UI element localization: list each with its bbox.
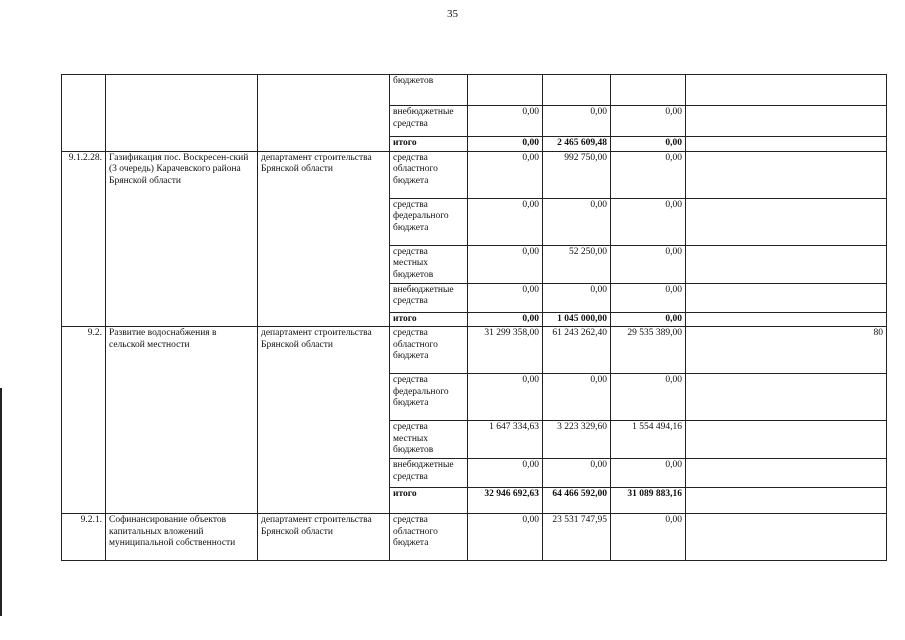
- funding-source: внебюджетные средства: [390, 283, 468, 312]
- value-2: 3 223 329,60: [543, 421, 611, 459]
- value-3: 0,00: [611, 459, 686, 488]
- value-last: [686, 283, 887, 312]
- value-3: 0,00: [611, 283, 686, 312]
- value-3: 29 535 389,00: [611, 327, 686, 374]
- value-2: 1 045 000,00: [543, 312, 611, 327]
- funding-source: средства областного бюджета: [390, 514, 468, 561]
- value-3: 0,00: [611, 106, 686, 137]
- value-2: 0,00: [543, 106, 611, 137]
- item-executor: департамент строительства Брянской области: [258, 514, 390, 561]
- value-3: 0,00: [611, 514, 686, 561]
- value-1: 0,00: [468, 198, 543, 245]
- value-2: 0,00: [543, 374, 611, 421]
- funding-source: средства федерального бюджета: [390, 198, 468, 245]
- value-2: 0,00: [543, 459, 611, 488]
- funding-source: средства областного бюджета: [390, 327, 468, 374]
- value-1: 0,00: [468, 245, 543, 283]
- item-number: 9.1.2.28.: [62, 151, 106, 327]
- item-executor: [258, 75, 390, 152]
- funding-source: средства местных бюджетов: [390, 421, 468, 459]
- funding-source: внебюджетные средства: [390, 106, 468, 137]
- value-2: 61 243 262,40: [543, 327, 611, 374]
- value-last: [686, 312, 887, 327]
- value-2: 992 750,00: [543, 151, 611, 198]
- value-last: 80: [686, 327, 887, 374]
- value-last: [686, 514, 887, 561]
- value-3: 0,00: [611, 198, 686, 245]
- value-1: 1 647 334,63: [468, 421, 543, 459]
- value-3: [611, 75, 686, 106]
- value-last: [686, 459, 887, 488]
- value-last: [686, 75, 887, 106]
- item-name: Софинансирование объектов капитальных вложений муниципальной собственности: [106, 514, 258, 561]
- value-1: 31 299 358,00: [468, 327, 543, 374]
- value-2: 52 250,00: [543, 245, 611, 283]
- item-number: [62, 75, 106, 152]
- item-executor: департамент строительства Брянской области: [258, 151, 390, 327]
- value-3: 0,00: [611, 151, 686, 198]
- value-2: 0,00: [543, 283, 611, 312]
- table-row: [62, 514, 887, 561]
- value-2: 23 531 747,95: [543, 514, 611, 561]
- value-3: 0,00: [611, 245, 686, 283]
- funding-source: средства федерального бюджета: [390, 374, 468, 421]
- funding-source: итого: [390, 312, 468, 327]
- item-name: [106, 75, 258, 152]
- scan-edge-line: [0, 388, 2, 616]
- value-last: [686, 488, 887, 514]
- value-1: 0,00: [468, 283, 543, 312]
- value-3: 0,00: [611, 312, 686, 327]
- value-last: [686, 106, 887, 137]
- value-2: [543, 75, 611, 106]
- value-1: 32 946 692,63: [468, 488, 543, 514]
- value-last: [686, 421, 887, 459]
- value-1: 0,00: [468, 151, 543, 198]
- table-row: [62, 75, 887, 106]
- funding-source: итого: [390, 137, 468, 152]
- value-3: 31 089 883,16: [611, 488, 686, 514]
- value-3: 0,00: [611, 137, 686, 152]
- value-last: [686, 374, 887, 421]
- item-executor: департамент строительства Брянской области: [258, 327, 390, 514]
- value-2: 0,00: [543, 198, 611, 245]
- value-1: 0,00: [468, 106, 543, 137]
- item-name: Газификация пос. Воскресен-ский (3 очередь) Карачевского района Брянской области: [106, 151, 258, 327]
- page-number: 35: [447, 8, 458, 20]
- value-1: 0,00: [468, 514, 543, 561]
- value-2: 64 466 592,00: [543, 488, 611, 514]
- value-2: 2 465 609,48: [543, 137, 611, 152]
- value-1: 0,00: [468, 312, 543, 327]
- value-3: 0,00: [611, 374, 686, 421]
- value-last: [686, 245, 887, 283]
- budget-table: [61, 74, 887, 561]
- value-1: 0,00: [468, 137, 543, 152]
- value-1: 0,00: [468, 374, 543, 421]
- funding-source: внебюджетные средства: [390, 459, 468, 488]
- funding-source: средства областного бюджета: [390, 151, 468, 198]
- value-last: [686, 137, 887, 152]
- value-3: 1 554 494,16: [611, 421, 686, 459]
- item-number: 9.2.: [62, 327, 106, 514]
- funding-source: бюджетов: [390, 75, 468, 106]
- value-last: [686, 198, 887, 245]
- value-1: 0,00: [468, 459, 543, 488]
- table-row: [62, 327, 887, 374]
- value-last: [686, 151, 887, 198]
- item-number: 9.2.1.: [62, 514, 106, 561]
- table-row: [62, 151, 887, 198]
- item-name: Развитие водоснабжения в сельской местности: [106, 327, 258, 514]
- funding-source: итого: [390, 488, 468, 514]
- funding-source: средства местных бюджетов: [390, 245, 468, 283]
- value-1: [468, 75, 543, 106]
